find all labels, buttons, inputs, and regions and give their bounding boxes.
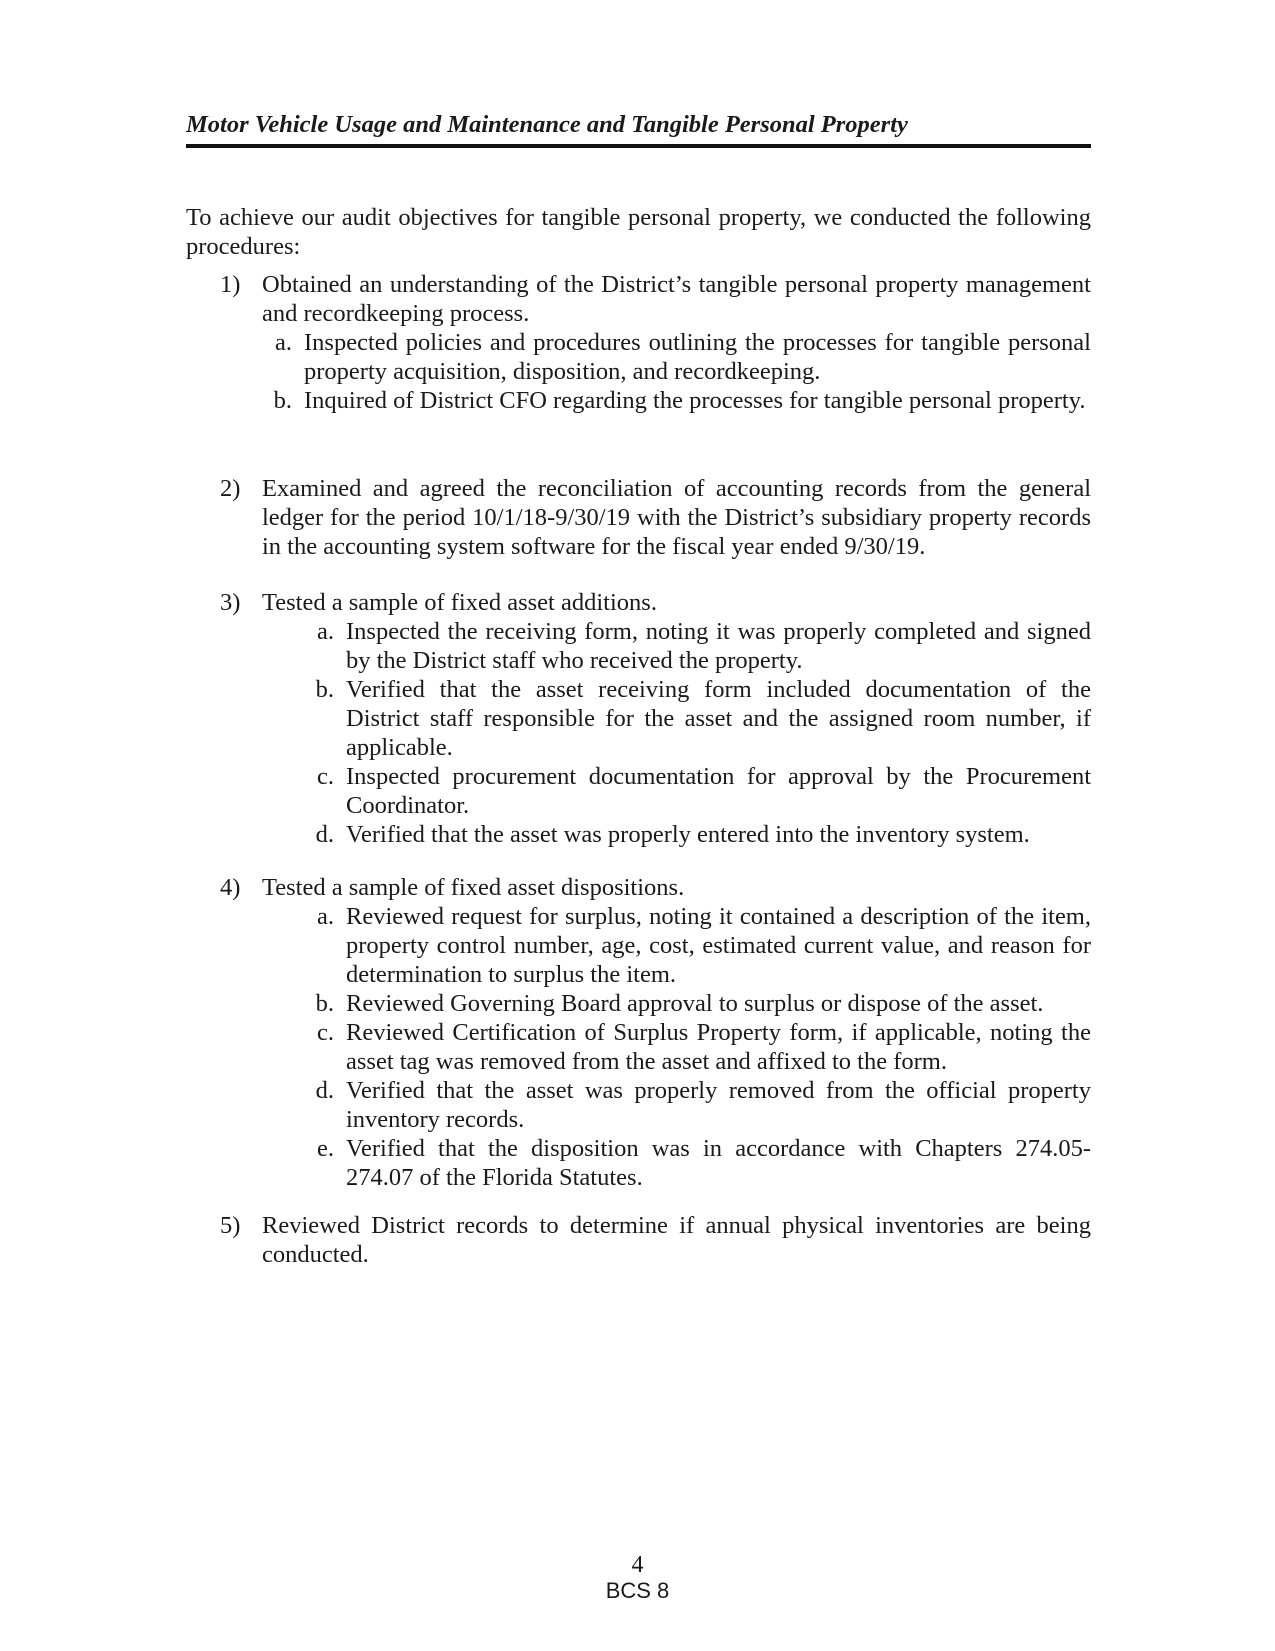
sub-item bbox=[315, 820, 1091, 849]
sub-item bbox=[273, 386, 1091, 415]
sub-item bbox=[315, 675, 1091, 762]
procedure-number: 2) bbox=[220, 475, 241, 502]
sub-letter: b. bbox=[315, 676, 334, 703]
procedure-number: 3) bbox=[220, 589, 241, 616]
procedure-item-3 bbox=[220, 588, 1091, 849]
sub-item bbox=[315, 989, 1091, 1018]
sub-item bbox=[275, 328, 1091, 386]
document-code: BCS 8 bbox=[605, 1578, 670, 1603]
procedure-text: Examined and agreed the reconciliation of accounting records from the general ledger for the period 10/1/18-9/30/19 with the District’s subsidiary property records in the accounting system software for the fiscal year ended 9/30/19. bbox=[262, 475, 1091, 560]
procedure-number: 1) bbox=[220, 271, 241, 298]
sub-letter: a. bbox=[317, 618, 334, 645]
sub-text: Inspected policies and procedures outlining the processes for tangible personal property acquisition, disposition, and recordkeeping. bbox=[304, 329, 1091, 385]
procedure-text: Obtained an understanding of the District’s tangible personal property management and recordkeeping process. bbox=[262, 271, 1091, 327]
sub-text: Reviewed Governing Board approval to surplus or dispose of the asset. bbox=[346, 990, 1044, 1017]
sub-item bbox=[317, 617, 1091, 675]
sub-item bbox=[317, 902, 1091, 989]
sub-letter: a. bbox=[317, 903, 334, 930]
sub-letter: a. bbox=[275, 329, 292, 356]
sub-item bbox=[317, 1018, 1091, 1076]
sub-item bbox=[317, 1134, 1091, 1192]
sub-item bbox=[315, 1076, 1091, 1134]
sub-text: Reviewed Certification of Surplus Property form, if applicable, noting the asset tag was removed from the asset and affixed to the form. bbox=[346, 1019, 1091, 1075]
sub-text: Verified that the asset was properly removed from the official property inventory records. bbox=[346, 1077, 1091, 1133]
intro-paragraph: To achieve our audit objectives for tangible personal property, we conducted the following procedures: bbox=[186, 204, 1091, 260]
sub-letter: e. bbox=[317, 1135, 334, 1162]
sub-letter: d. bbox=[315, 821, 334, 848]
sub-letter: b. bbox=[273, 387, 292, 414]
section-header: Motor Vehicle Usage and Maintenance and Tangible Personal Property bbox=[186, 110, 1091, 148]
procedure-item-1 bbox=[220, 270, 1091, 415]
sub-text: Verified that the asset receiving form included documentation of the District staff responsible for the asset and the assigned room number, if applicable. bbox=[346, 676, 1091, 761]
sub-text: Verified that the disposition was in accordance with Chapters 274.05-274.07 of the Florida Statutes. bbox=[346, 1135, 1091, 1191]
procedure-number: 4) bbox=[220, 874, 241, 901]
page-number: 4 bbox=[631, 1552, 644, 1578]
sub-letter: b. bbox=[315, 990, 334, 1017]
sub-text: Inspected the receiving form, noting it was properly completed and signed by the District staff who received the property. bbox=[346, 618, 1091, 674]
sub-item bbox=[317, 762, 1091, 820]
sub-text: Inspected procurement documentation for approval by the Procurement Coordinator. bbox=[346, 763, 1091, 819]
procedure-item-2 bbox=[220, 474, 1091, 561]
sub-letter: d. bbox=[315, 1077, 334, 1104]
procedure-number: 5) bbox=[220, 1212, 241, 1239]
sub-text: Reviewed request for surplus, noting it contained a description of the item, property control number, age, cost, estimated current value, and reason for determination to surplus the item. bbox=[346, 903, 1091, 988]
sub-letter: c. bbox=[317, 1019, 334, 1046]
procedure-text: Tested a sample of fixed asset dispositions. bbox=[262, 874, 685, 901]
sub-text: Inquired of District CFO regarding the processes for tangible personal property. bbox=[304, 387, 1086, 414]
procedure-text: Tested a sample of fixed asset additions. bbox=[262, 589, 657, 616]
procedure-item-4 bbox=[220, 873, 1091, 1192]
sub-text: Verified that the asset was properly entered into the inventory system. bbox=[346, 821, 1030, 848]
sub-letter: c. bbox=[317, 763, 334, 790]
procedure-text: Reviewed District records to determine if annual physical inventories are being conducted. bbox=[262, 1212, 1091, 1268]
procedure-item-5 bbox=[220, 1211, 1091, 1269]
